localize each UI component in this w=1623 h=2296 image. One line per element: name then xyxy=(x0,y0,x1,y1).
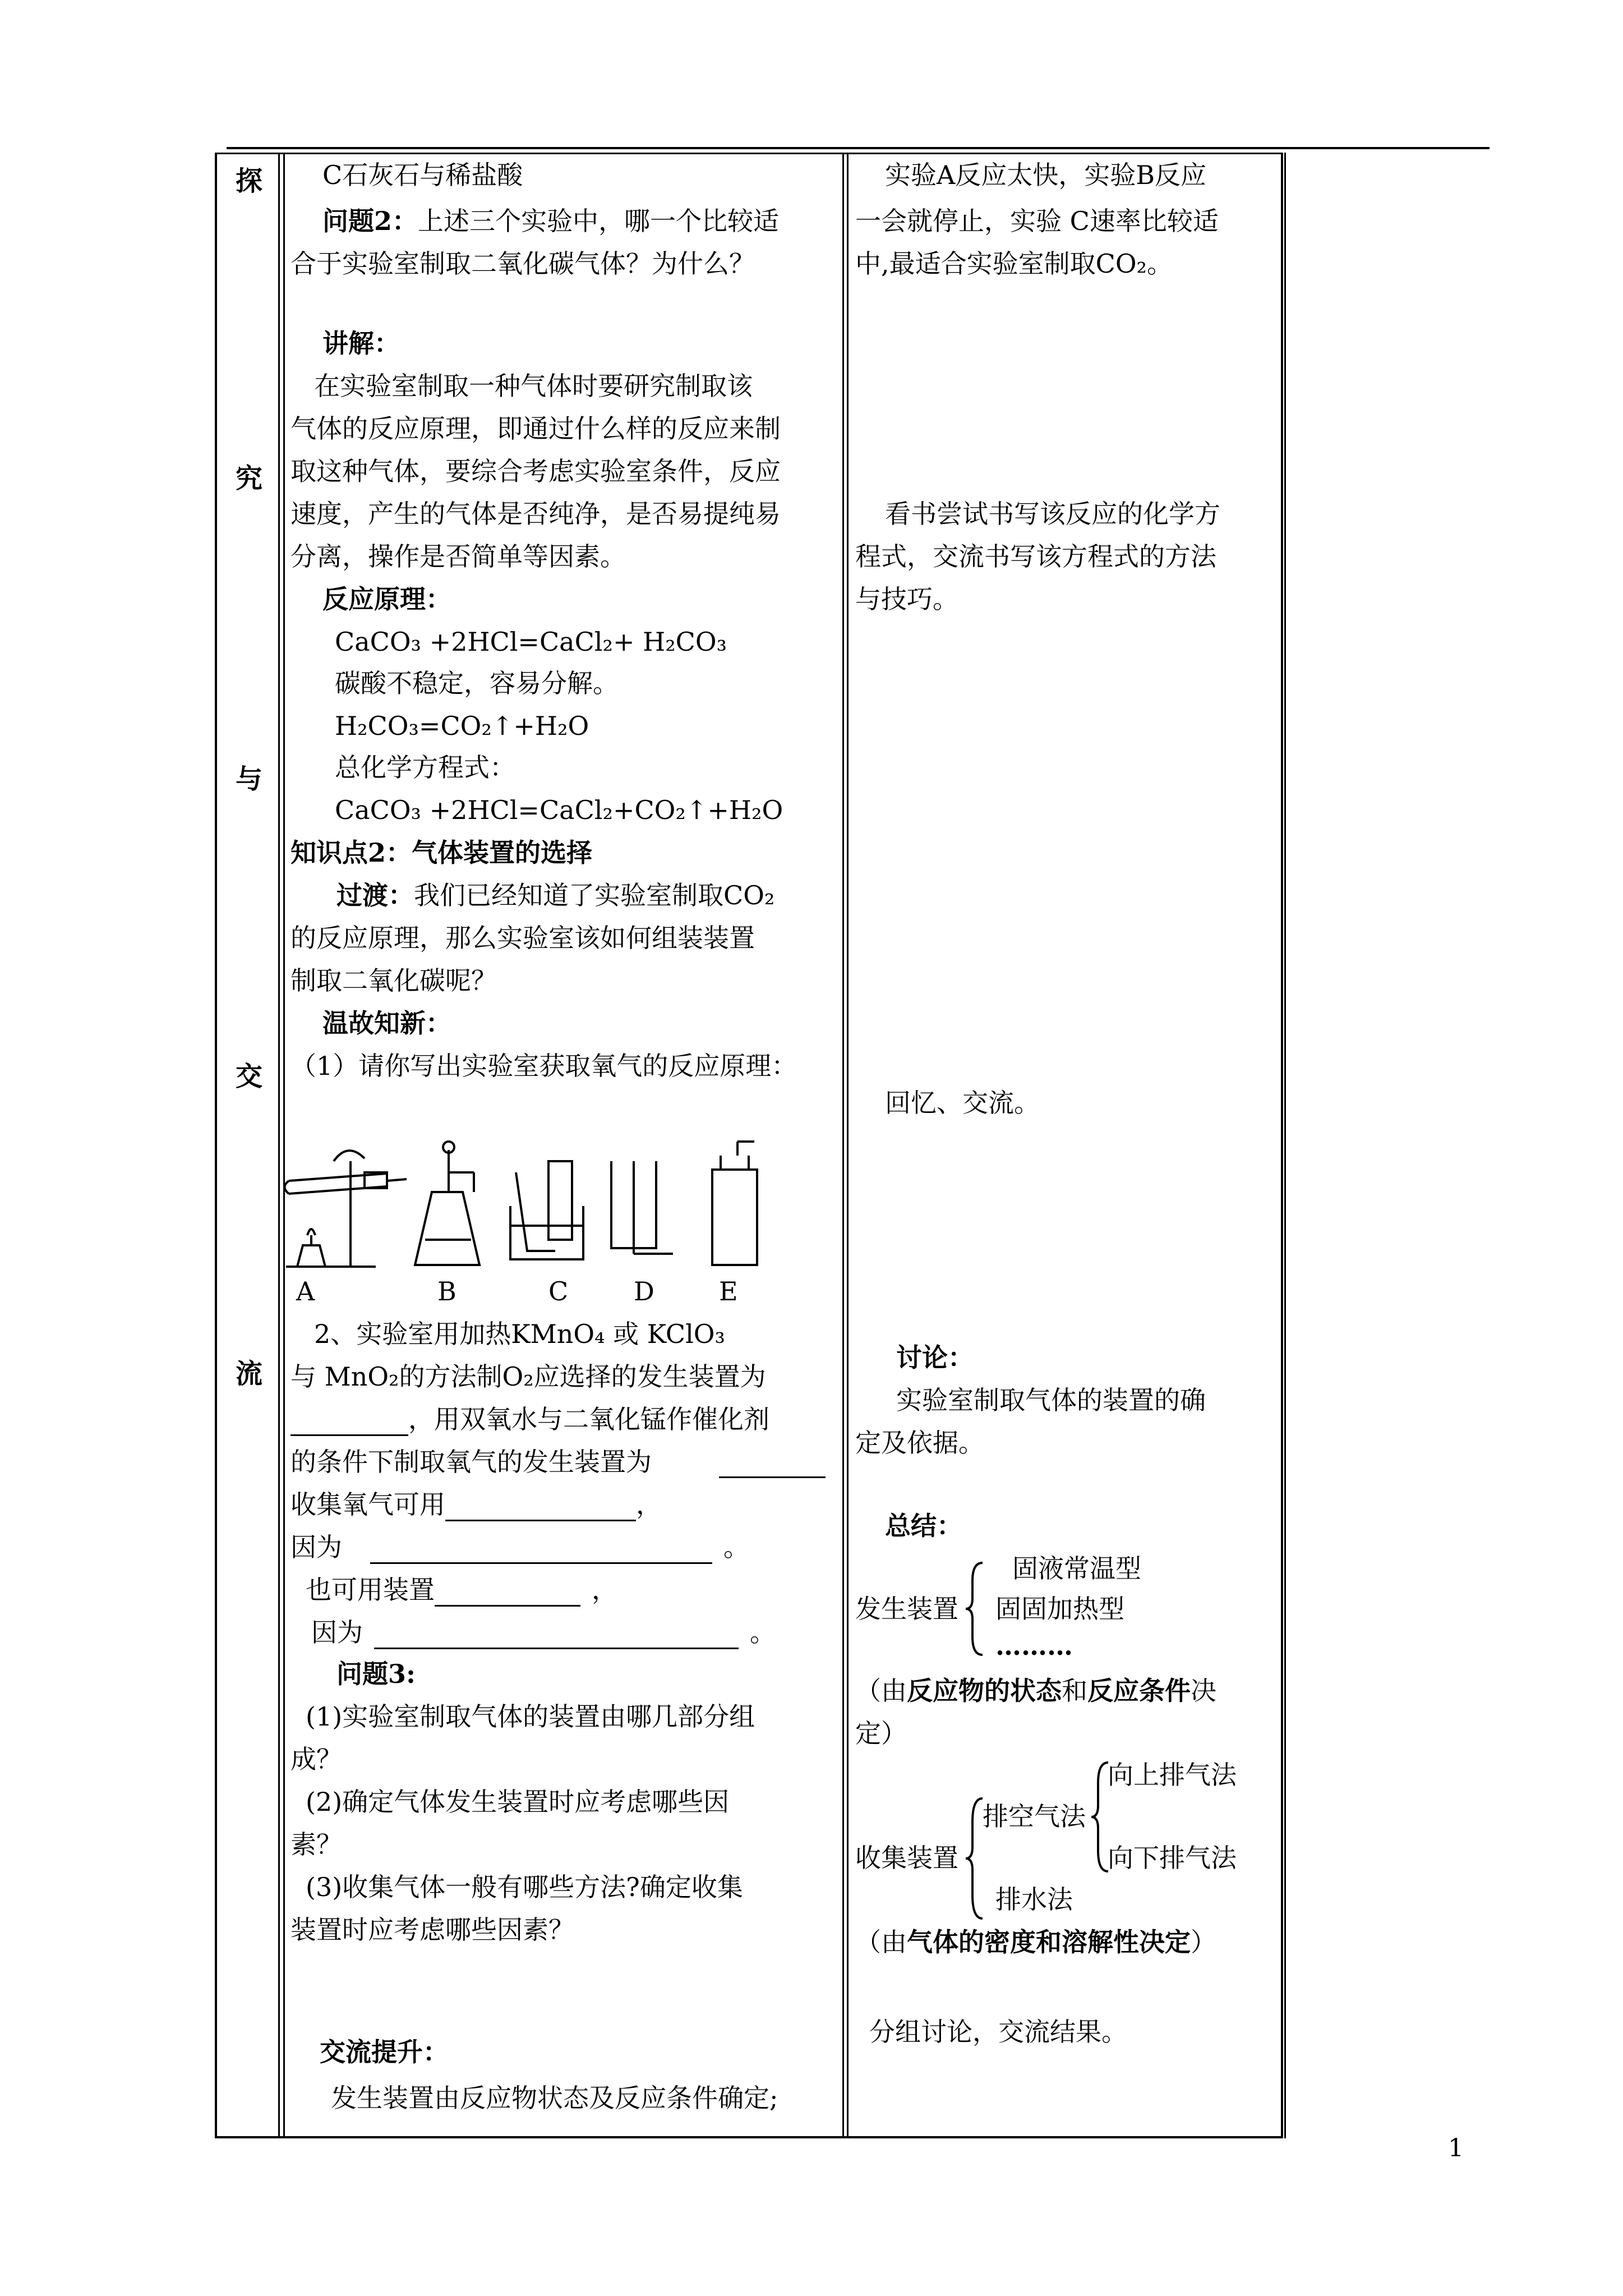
question-3-3a: (3)收集气体一般有哪些方法?确定收集 xyxy=(306,1872,743,1902)
lecture-p5: 分离，操作是否简单等因素。 xyxy=(291,541,626,572)
apparatus-b-flask xyxy=(415,1142,479,1265)
lecture-p3: 取这种气体，要综合考虑实验室条件，反应 xyxy=(291,456,781,486)
apparatus-label-e: E xyxy=(719,1276,738,1306)
exchange-text: 发生装置由反应物状态及反应条件确定; xyxy=(331,2083,778,2113)
note2-end: ） xyxy=(1191,1927,1216,1957)
lecture-p1: 在实验室制取一种气体时要研究制取该 xyxy=(314,371,753,401)
question-2-label: 问题2： xyxy=(322,206,418,236)
discussion-heading: 讨论： xyxy=(896,1342,974,1373)
table-bottom-border xyxy=(215,2136,1283,2138)
collector-air-method: 排空气法 xyxy=(983,1801,1086,1832)
exercise-2-g-comma: ， xyxy=(592,1575,617,1605)
transition xyxy=(336,878,774,912)
exercise-2-a: 2、实验室用加热KMnO₄ 或 KClO₃ xyxy=(314,1319,725,1349)
exercise-2-h-line xyxy=(311,1616,776,1649)
apparatus-figure xyxy=(280,1139,785,1273)
activity-recall: 回忆、交流。 xyxy=(885,1088,1040,1118)
table-top-border xyxy=(215,153,1283,154)
col-divider-2b xyxy=(847,153,849,2138)
lecture-heading: 讲解： xyxy=(322,328,400,358)
exercise-2-d-line xyxy=(291,1445,652,1479)
side-title-3: 与 xyxy=(236,763,263,795)
exchange-heading: 交流提升： xyxy=(320,2037,449,2067)
question-3-2a: (2)确定气体发生装置时应考虑哪些因 xyxy=(306,1787,730,1817)
exercise-2-e-comma: ， xyxy=(636,1489,662,1520)
lecture-p4: 速度，产生的气体是否纯净，是否易提纯易 xyxy=(291,499,781,529)
apparatus-d-upward-collection xyxy=(611,1161,673,1254)
exercise-2-c: ，用双氧水与二氧化锰作催化剂 xyxy=(408,1404,769,1434)
exercise-2-e: 收集氧气可用 xyxy=(291,1489,445,1520)
question-3-3b: 装置时应考虑哪些因素？ xyxy=(291,1915,574,1945)
equation-1: CaCO₃ +2HCl=CaCl₂+ H₂CO₃ xyxy=(335,627,727,657)
blank-reason-2[interactable] xyxy=(374,1623,739,1649)
line-option-c: C石灰石与稀盐酸 xyxy=(322,160,523,190)
activity-b2: 程式，交流书写该方程式的方法 xyxy=(855,541,1216,572)
exercise-2-b: 与 MnO₂的方法制O₂应选择的发生装置为 xyxy=(291,1361,766,1392)
blank-generator-heating[interactable] xyxy=(291,1410,408,1436)
apparatus-label-d: D xyxy=(634,1276,654,1306)
transition-text-c: 制取二氧化碳呢？ xyxy=(291,965,497,996)
note2-a: （由 xyxy=(855,1927,907,1957)
equation-3: H₂CO₃=CO₂↑+H₂O xyxy=(335,711,589,741)
collector-downward: 向下排气法 xyxy=(1108,1843,1237,1873)
note1-a: （由 xyxy=(855,1676,907,1706)
generator-title: 发生装置 xyxy=(855,1594,958,1624)
page-number: 1 xyxy=(1448,2134,1464,2162)
generator-type-more: ……… xyxy=(995,1631,1073,1661)
transition-text-b: 的反应原理，那么实验室该如何组装装置 xyxy=(291,923,755,953)
question-3-2b: 素？ xyxy=(291,1829,342,1860)
question-3-heading: 问题3: xyxy=(336,1659,416,1689)
note1-end: 决 xyxy=(1191,1676,1216,1706)
equation-4-text: 总化学方程式： xyxy=(335,752,515,783)
discussion-2: 定及依据。 xyxy=(855,1428,984,1458)
equation-2-text: 碳酸不稳定，容易分解。 xyxy=(335,668,619,698)
exercise-2-f: 因为 xyxy=(291,1532,342,1562)
table-left-border xyxy=(215,153,217,2138)
exercise-2-h-period: 。 xyxy=(750,1617,776,1648)
note1-condition: 反应条件 xyxy=(1087,1676,1191,1706)
note1-and: 和 xyxy=(1062,1676,1087,1706)
side-title-1: 探 xyxy=(236,165,263,197)
collector-upward: 向上排气法 xyxy=(1108,1760,1237,1790)
generator-note-2: 定） xyxy=(855,1718,907,1749)
blank-reason-1[interactable] xyxy=(370,1538,712,1564)
collector-title: 收集装置 xyxy=(855,1843,958,1873)
review-question-1: （1）请你写出实验室获取氧气的反应原理： xyxy=(291,1051,797,1081)
question-2-text-a: 上述三个实验中，哪一个比较适 xyxy=(418,206,780,236)
answer-a3: 中,最适合实验室制取CO₂。 xyxy=(855,249,1173,279)
exercise-2-g: 也可用装置 xyxy=(306,1575,435,1605)
apparatus-e-bottle xyxy=(712,1142,757,1265)
note2-basis: 气体的密度和溶解性决定 xyxy=(907,1927,1191,1957)
col-divider-2 xyxy=(842,153,844,2138)
collector-note xyxy=(855,1925,1216,1959)
activity-b3: 与技巧。 xyxy=(855,584,958,614)
exercise-2-e-line xyxy=(291,1488,662,1521)
activity-b1: 看书尝试书写该反应的化学方 xyxy=(885,499,1220,529)
col-divider-3 xyxy=(1284,153,1286,2138)
generator-type-2: 固固加热型 xyxy=(995,1594,1124,1624)
exercise-2-d: 的条件下制取氧气的发生装置为 xyxy=(291,1447,652,1477)
knowledge-point-2: 知识点2：气体装置的选择 xyxy=(291,838,593,868)
exercise-2-f-line xyxy=(291,1530,749,1564)
group-discussion: 分组讨论，交流结果。 xyxy=(869,2017,1127,2047)
question-3-1a: (1)实验室制取气体的装置由哪几部分组 xyxy=(306,1701,755,1732)
exercise-2-h: 因为 xyxy=(311,1617,363,1648)
exercise-2-f-period: 。 xyxy=(723,1532,749,1562)
review-heading: 温故知新： xyxy=(322,1008,451,1038)
table-right-border xyxy=(1281,153,1283,2138)
discussion-1: 实验室制取气体的装置的确 xyxy=(896,1385,1206,1415)
side-title-2: 究 xyxy=(236,463,263,494)
equation-5: CaCO₃ +2HCl=CaCl₂+CO₂↑+H₂O xyxy=(335,795,783,825)
question-2 xyxy=(322,204,779,238)
side-title-4: 交 xyxy=(236,1061,263,1092)
blank-collection-device[interactable] xyxy=(445,1495,636,1521)
note1-state: 反应物的状态 xyxy=(907,1676,1062,1706)
question-2-text-b: 合于实验室制取二氧化碳气体？为什么？ xyxy=(291,249,755,279)
principle-heading: 反应原理： xyxy=(322,584,451,614)
exercise-2-g-line xyxy=(306,1573,617,1607)
top-rule xyxy=(227,147,1490,149)
answer-a2: 一会就停止，实验 C速率比较适 xyxy=(855,206,1219,236)
transition-text-a: 我们已经知道了实验室制取CO₂ xyxy=(414,880,775,910)
apparatus-label-a: A xyxy=(296,1276,315,1306)
side-title-5: 流 xyxy=(236,1358,263,1389)
generator-brace xyxy=(963,1558,986,1659)
transition-label: 过渡： xyxy=(336,880,414,910)
exercise-2-c-line xyxy=(291,1402,769,1436)
blank-generator-peroxide[interactable] xyxy=(719,1452,826,1478)
apparatus-a-test-tube-heating xyxy=(285,1151,407,1267)
question-3-1b: 成？ xyxy=(291,1744,342,1774)
generator-type-1: 固液常温型 xyxy=(1012,1553,1141,1584)
generator-note-1 xyxy=(855,1674,1216,1708)
apparatus-c-water-collection xyxy=(510,1161,583,1259)
apparatus-label-c: C xyxy=(548,1276,569,1306)
answer-a1: 实验A反应太快，实验B反应 xyxy=(885,160,1207,190)
apparatus-label-b: B xyxy=(437,1276,457,1306)
lecture-p2: 气体的反应原理，即通过什么样的反应来制 xyxy=(291,413,781,444)
collector-water: 排水法 xyxy=(995,1884,1073,1915)
col-divider-1 xyxy=(278,153,280,2138)
blank-alt-device[interactable] xyxy=(435,1580,580,1607)
summary-heading: 总结： xyxy=(885,1511,962,1541)
